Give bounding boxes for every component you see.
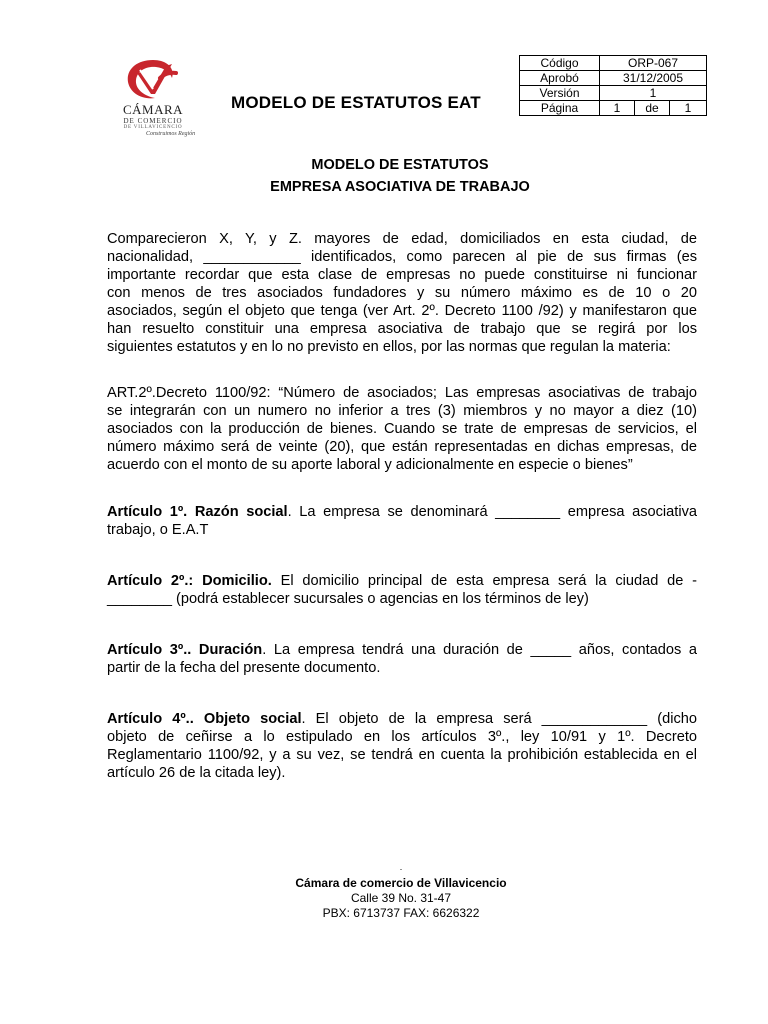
article-heading: Artículo 1º. Razón social <box>107 504 288 520</box>
text-line: . La empresa tendrá una duración de _____ años, contados a <box>262 642 698 658</box>
text-line: artículo 26 de la citada ley). <box>107 765 286 781</box>
aprobo-label: Aprobó <box>520 71 600 86</box>
text-line: . La empresa se denominará ________ empresa asociativa <box>287 504 697 520</box>
text-line: han resuelto constituir una empresa asociativa de trabajo que se regirá por los <box>107 321 697 337</box>
text-line: acuerdo con el monto de su aporte laboral y adicionalmente en especie o bienes” <box>107 457 633 473</box>
footer-name: Cámara de comercio de Villavicencio <box>295 876 507 890</box>
logo-slogan: Construimos Región <box>146 131 196 137</box>
codigo-label: Código <box>520 56 600 71</box>
article-4 <box>107 710 697 782</box>
article-3 <box>107 641 697 677</box>
document-title: MODELO DE ESTATUTOS <box>311 157 489 173</box>
version-value: 1 <box>600 86 707 101</box>
text-line: ART.2º.Decreto 1100/92: “Número de asociados; Las empresas asociativas de trabajo <box>107 385 697 401</box>
pagina-total: 1 <box>670 101 707 116</box>
text-line: asociados con la producción de bienes. Cuando se trate de empresas de servicios, el <box>107 421 697 437</box>
table-row <box>520 56 707 71</box>
decree-quote-paragraph <box>107 384 697 474</box>
table-row <box>520 71 707 86</box>
pagina-label: Página <box>520 101 600 116</box>
article-heading: Artículo 4º.. Objeto social <box>107 711 302 727</box>
text-line: con menos de tres asociados fundadores y su número máximo es de 10 o 20 <box>107 285 697 301</box>
footer-address: Calle 39 No. 31-47 <box>350 891 452 905</box>
document-subtitle: EMPRESA ASOCIATIVA DE TRABAJO <box>270 179 530 195</box>
camara-logo <box>108 56 198 140</box>
text-line: siguientes estatutos y en lo no previsto en ellos, por las normas que regulan la materia: <box>107 339 671 355</box>
table-row <box>520 86 707 101</box>
version-label: Versión <box>520 86 600 101</box>
footer-dot: . <box>399 862 403 872</box>
text-line: Reglamentario 1100/92, y a su vez, se tendrá en cuenta la prohibición establecida en el <box>107 747 697 763</box>
text-line: se integrarán con un numero no inferior a tres (3) miembros y no mayor a diez (10) <box>107 403 697 419</box>
text-line: número máximo será de veinte (20), que están representadas en dichas empresas, de <box>107 439 697 455</box>
pagina-number: 1 <box>600 101 635 116</box>
logo-subtitle-city: DE VILLAVICENCIO <box>123 125 183 130</box>
text-line: . El objeto de la empresa será _____________ (dicho <box>301 711 698 727</box>
text-line: partir de la fecha del presente documento. <box>107 660 381 676</box>
document-control-table <box>519 55 707 116</box>
header-title: MODELO DE ESTATUTOS EAT <box>231 93 481 112</box>
text-line: objeto de ceñirse a lo estipulado en los artículos 3º., ley 10/91 y 1º. Decreto <box>107 729 697 745</box>
text-line: importante recordar que esta clase de empresas no puede constituirse ni funcionar <box>107 267 697 283</box>
footer-phones: PBX: 6713737 FAX: 6626322 <box>322 906 480 920</box>
codigo-value: ORP-067 <box>600 56 707 71</box>
text-line: Comparecieron X, Y, y Z. mayores de edad, domiciliados en esta ciudad, de <box>107 231 697 247</box>
article-heading: Artículo 3º.. Duración <box>107 642 263 658</box>
text-line: El domicilio principal de esta empresa será la ciudad de - <box>271 573 698 589</box>
article-1 <box>107 503 697 539</box>
pagina-de: de <box>635 101 670 116</box>
camara-logo-icon <box>122 56 184 102</box>
logo-subtitle: DE COMERCIO <box>123 117 183 125</box>
text-line: nacionalidad, ____________ identificados, como parecen al pie de sus firmas (es <box>107 249 697 265</box>
aprobo-value: 31/12/2005 <box>600 71 707 86</box>
logo-name: CÁMARA <box>122 102 184 117</box>
text-line: trabajo, o E.A.T <box>107 522 209 538</box>
text-line: ________ (podrá establecer sucursales o agencias en los términos de ley) <box>107 591 589 607</box>
article-heading: Artículo 2º.: Domicilio. <box>107 573 272 589</box>
text-line: asociados, según el objeto que tenga (ver Art. 2º. Decreto 1100 /92) y manifestaron que <box>107 303 697 319</box>
table-row <box>520 101 707 116</box>
article-2 <box>107 572 697 608</box>
intro-paragraph <box>107 230 697 356</box>
